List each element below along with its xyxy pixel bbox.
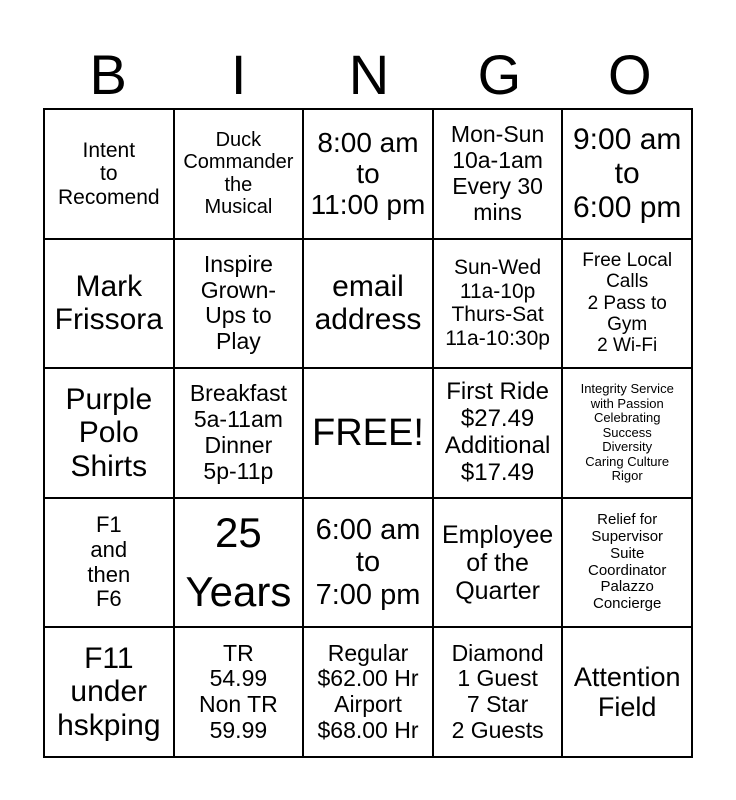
bingo-header xyxy=(43,42,695,108)
bingo-cell[interactable]: Free Local Calls 2 Pass to Gym 2 Wi-Fi xyxy=(562,239,692,369)
bingo-cell[interactable]: First Ride $27.49 Additional $17.49 xyxy=(433,368,563,498)
bingo-cell[interactable]: Duck Commander the Musical xyxy=(174,109,304,239)
bingo-cell[interactable]: 8:00 am to 11:00 pm xyxy=(303,109,433,239)
bingo-cell[interactable]: Inspire Grown- Ups to Play xyxy=(174,239,304,369)
bingo-cell[interactable]: 6:00 am to 7:00 pm xyxy=(303,498,433,628)
bingo-cell[interactable]: 9:00 am to 6:00 pm xyxy=(562,109,692,239)
bingo-cell[interactable]: Mark Frissora xyxy=(44,239,174,369)
bingo-cell[interactable]: FREE! xyxy=(303,368,433,498)
bingo-cell[interactable]: F11 under hskping xyxy=(44,627,174,757)
bingo-cell[interactable]: Employee of the Quarter xyxy=(433,498,563,628)
bingo-cell[interactable]: Relief for Supervisor Suite Coordinator Palazzo Concierge xyxy=(562,498,692,628)
bingo-cell[interactable]: email address xyxy=(303,239,433,369)
header-letter-b: B xyxy=(89,43,127,106)
bingo-cell[interactable]: Regular $62.00 Hr Airport $68.00 Hr xyxy=(303,627,433,757)
bingo-cell[interactable]: Integrity Service with Passion Celebrating Success Diversity Caring Culture Rigor xyxy=(562,368,692,498)
bingo-cell[interactable]: Diamond 1 Guest 7 Star 2 Guests xyxy=(433,627,563,757)
header-letter-o: O xyxy=(608,43,652,106)
bingo-cell[interactable]: Purple Polo Shirts xyxy=(44,368,174,498)
bingo-cell[interactable]: Mon-Sun 10a-1am Every 30 mins xyxy=(433,109,563,239)
bingo-cell[interactable]: Breakfast 5a-11am Dinner 5p-11p xyxy=(174,368,304,498)
bingo-cell[interactable]: Attention Field xyxy=(562,627,692,757)
bingo-cell[interactable]: Sun-Wed 11a-10p Thurs-Sat 11a-10:30p xyxy=(433,239,563,369)
bingo-cell[interactable]: Intent to Recomend xyxy=(44,109,174,239)
header-letter-n: N xyxy=(348,43,390,106)
header-letter-g: G xyxy=(477,43,522,106)
bingo-grid xyxy=(43,108,693,758)
header-letter-i: I xyxy=(230,43,247,106)
bingo-cell[interactable]: TR 54.99 Non TR 59.99 xyxy=(174,627,304,757)
bingo-cell[interactable]: F1 and then F6 xyxy=(44,498,174,628)
bingo-cell[interactable]: 25 Years xyxy=(174,498,304,628)
